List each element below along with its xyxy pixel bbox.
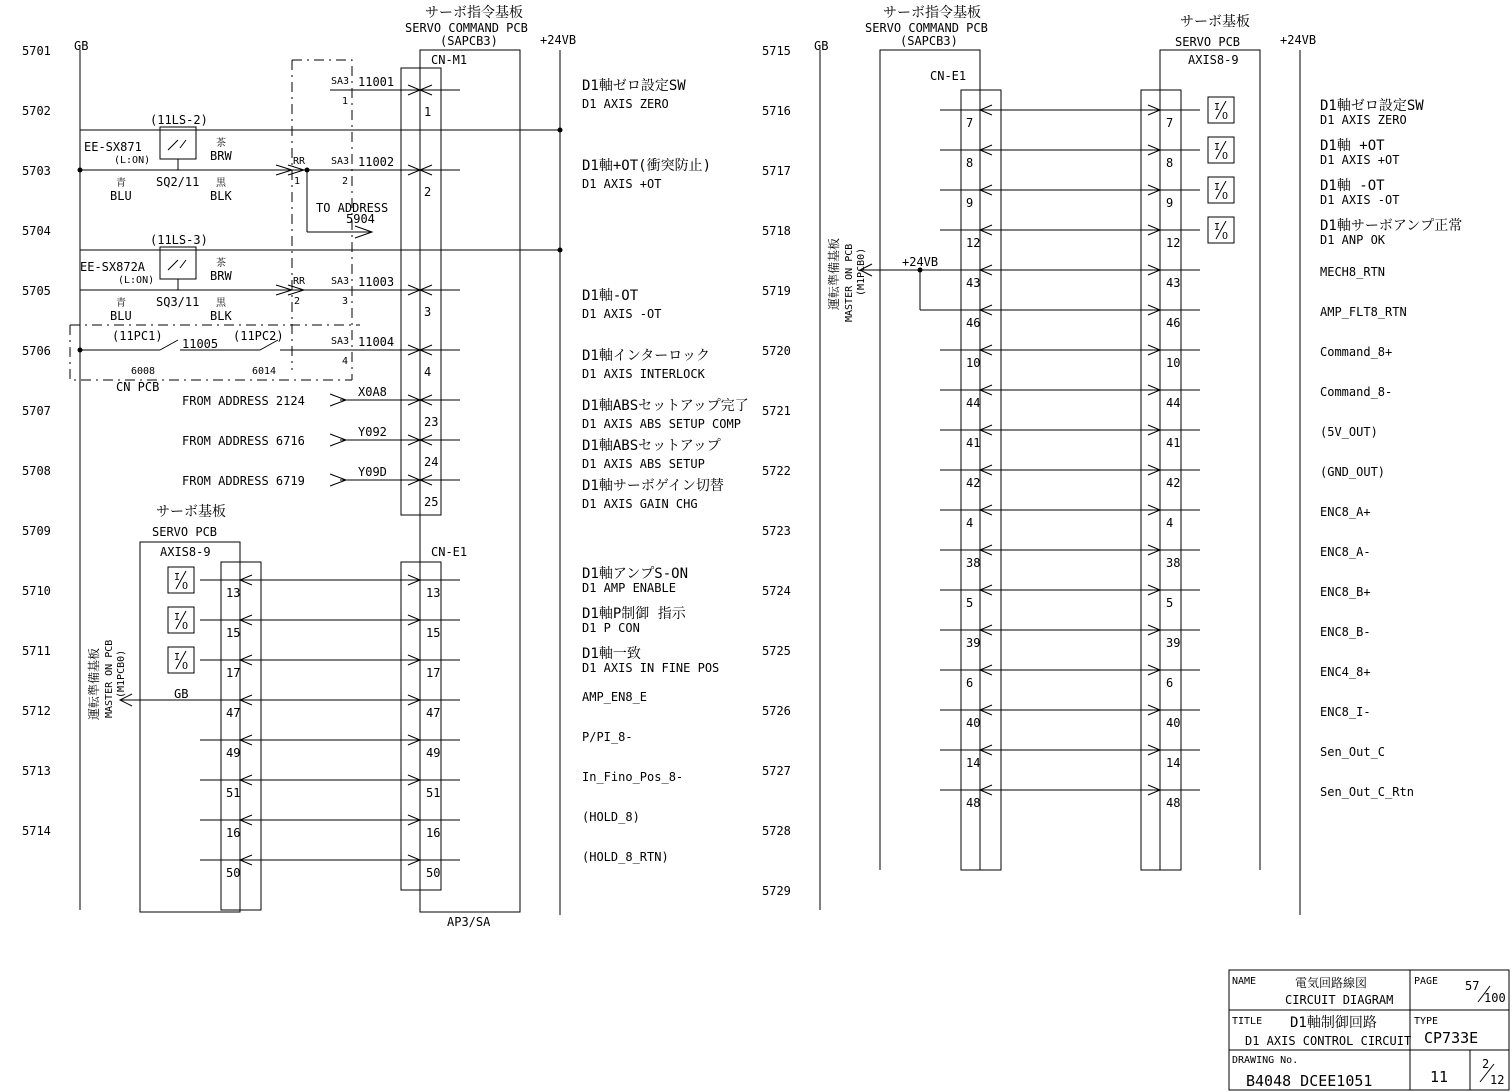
tb-drawing-label: DRAWING No. xyxy=(1232,1055,1299,1066)
sensor1-sq: SQ2/11 xyxy=(156,175,200,189)
tb-6008: 6008 xyxy=(131,366,156,377)
sensor2-black-jp: 黒 xyxy=(216,298,226,309)
m1-pin: 25 xyxy=(424,495,439,509)
e1-left-pin-servo: 15 xyxy=(226,626,241,640)
left-master-id: (M1PCB0) xyxy=(116,649,127,698)
e1-left-pin-servo: 50 xyxy=(226,866,241,880)
m1-wire: Y09D xyxy=(358,465,387,479)
address-right: 5723 xyxy=(762,524,791,538)
tb-rev: 11 xyxy=(1430,1068,1449,1086)
address-left: 5701 xyxy=(22,44,51,58)
address-right: 5718 xyxy=(762,224,791,238)
m1-signal-en: D1 AXIS ABS SETUP COMP xyxy=(582,417,741,431)
from-address-3: FROM ADDRESS 6719 xyxy=(182,474,305,488)
right-servo-axis: AXIS8-9 xyxy=(1188,53,1239,67)
e1-left-signal-en: D1 AXIS IN FINE POS xyxy=(582,661,720,675)
left-bottom-label: AP3/SA xyxy=(447,915,491,929)
e1-right-pin-cmd: 10 xyxy=(966,356,981,370)
address-left: 5704 xyxy=(22,224,51,238)
e1-right-signal-en: ENC8_A+ xyxy=(1320,505,1371,519)
e1-left-signal-en: (HOLD_8_RTN) xyxy=(582,850,669,864)
e1-left-signal-en: P/PI_8- xyxy=(582,730,633,744)
m1-pin: 24 xyxy=(424,455,439,469)
e1-right-signal-en: ENC4_8+ xyxy=(1320,665,1371,679)
m1-wire: 11001 xyxy=(358,75,395,89)
left-pcb-id: (SAPCB3) xyxy=(440,34,498,48)
m1-signal-jp: D1軸ゼロ設定SW xyxy=(582,78,686,94)
right-pcb-title-jp: サーボ指令基板 xyxy=(883,5,981,21)
e1-left-pin-cmd: 15 xyxy=(426,626,441,640)
e1-right-pin-cmd: 14 xyxy=(966,756,981,770)
sensor2-ref: (11LS-3) xyxy=(150,233,208,247)
left-master-jp: 運転準備基板 xyxy=(87,647,101,720)
e1-right-signal-en: D1 ANP OK xyxy=(1320,233,1386,247)
svg-text:O: O xyxy=(1222,191,1229,202)
e1-left-signal-en: D1 AMP ENABLE xyxy=(582,581,676,595)
tb-type-label: TYPE xyxy=(1414,1016,1439,1027)
m1-pin: 23 xyxy=(424,415,439,429)
e1-right-signal-en: AMP_FLT8_RTN xyxy=(1320,305,1407,319)
m1-signal-jp: D1軸インターロック xyxy=(582,348,711,364)
e1-right-signal-en: D1 AXIS +OT xyxy=(1320,153,1400,167)
tb-page-total: 100 xyxy=(1484,991,1506,1005)
e1-right-pin-servo: 43 xyxy=(1166,276,1181,290)
right-master-id: (M1PCB0) xyxy=(856,247,867,296)
m1-pin: 2 xyxy=(424,185,432,199)
sa3-2: SA3 xyxy=(331,156,350,167)
svg-text:I: I xyxy=(1214,102,1221,113)
svg-text:I: I xyxy=(174,612,181,623)
e1-left-pin-cmd: 50 xyxy=(426,866,441,880)
sensor2-model: EE-SX872A xyxy=(80,260,146,274)
m1-wire: Y092 xyxy=(358,425,387,439)
left-connector-m1: CN-M1 xyxy=(431,53,468,67)
e1-left-pin-cmd: 51 xyxy=(426,786,441,800)
m1-signal-en: D1 AXIS +OT xyxy=(582,177,662,191)
io-icon xyxy=(1208,217,1234,243)
left-gb: GB xyxy=(74,39,89,53)
e1-right-pin-servo: 9 xyxy=(1166,196,1174,210)
sa3-term-3: 3 xyxy=(342,296,349,307)
right-rail-24vb: +24VB xyxy=(1280,33,1317,47)
e1-right-pin-servo: 6 xyxy=(1166,676,1174,690)
e1-right-pin-cmd: 48 xyxy=(966,796,981,810)
right-plus24: +24VB xyxy=(902,255,939,269)
right-master-en: MASTER ON PCB xyxy=(844,243,855,322)
left-servo-jp: サーボ基板 xyxy=(156,504,226,520)
e1-right-pin-cmd: 40 xyxy=(966,716,981,730)
tb-name-en: CIRCUIT DIAGRAM xyxy=(1285,993,1394,1007)
e1-left-pin-cmd: 16 xyxy=(426,826,441,840)
address-left: 5712 xyxy=(22,704,51,718)
e1-left-signal-jp: D1軸アンプS-ON xyxy=(582,566,689,582)
address-left: 5706 xyxy=(22,344,51,358)
m1-signal-jp: D1軸サーボゲイン切替 xyxy=(582,478,724,494)
e1-right-pin-servo: 14 xyxy=(1166,756,1181,770)
svg-text:I: I xyxy=(174,652,181,663)
e1-right-signal-en: Command_8+ xyxy=(1320,345,1393,359)
sensor1-blue-en: BLU xyxy=(110,189,132,203)
right-structure xyxy=(820,50,1300,915)
e1-right-signal-jp: D1軸サーボアンプ正常 xyxy=(1320,218,1463,234)
e1-right-pin-servo: 8 xyxy=(1166,156,1174,170)
e1-right-pin-servo: 5 xyxy=(1166,596,1174,610)
sensor2-brown-jp: 茶 xyxy=(216,258,226,269)
pc2-label: (11PC2) xyxy=(233,329,284,343)
address-right: 5726 xyxy=(762,704,791,718)
rr-term-2: 2 xyxy=(294,296,301,307)
left-structure xyxy=(70,50,563,915)
sa3-term-2: 2 xyxy=(342,176,349,187)
e1-right-signal-en: ENC8_B- xyxy=(1320,625,1371,639)
e1-left-pin-cmd: 49 xyxy=(426,746,441,760)
sensor1-brown-jp: 茶 xyxy=(216,138,226,149)
e1-right-pin-servo: 42 xyxy=(1166,476,1181,490)
svg-text:O: O xyxy=(1222,151,1229,162)
tb-type-value: CP733E xyxy=(1424,1029,1479,1047)
sensor1-mode: (L:ON) xyxy=(114,155,151,166)
e1-right-pin-cmd: 44 xyxy=(966,396,981,410)
e1-right-signal-jp: D1軸 -OT xyxy=(1320,178,1385,194)
address-right: 5721 xyxy=(762,404,791,418)
e1-right-pin-cmd: 5 xyxy=(966,596,974,610)
tb-sheet-total: 12 xyxy=(1490,1073,1505,1087)
sa3-3: SA3 xyxy=(331,276,350,287)
sensor2-mode: (L:ON) xyxy=(118,275,155,286)
address-right: 5716 xyxy=(762,104,791,118)
svg-text:O: O xyxy=(182,661,189,672)
address-left: 5703 xyxy=(22,164,51,178)
address-left: 5705 xyxy=(22,284,51,298)
e1-left-pin-servo: 47 xyxy=(226,706,241,720)
e1-right-pin-cmd: 38 xyxy=(966,556,981,570)
e1-right-pin-cmd: 12 xyxy=(966,236,981,250)
svg-text:O: O xyxy=(1222,111,1229,122)
m1-pin: 3 xyxy=(424,305,432,319)
left-connector-e1: CN-E1 xyxy=(431,545,468,559)
io-icon xyxy=(1208,137,1234,163)
e1-right-pin-cmd: 46 xyxy=(966,316,981,330)
tb-title-label: TITLE xyxy=(1232,1016,1263,1027)
m1-wire: X0A8 xyxy=(358,385,387,399)
sensor2-blue-jp: 青 xyxy=(116,298,126,309)
e1-left-signal-jp: D1軸P制御 指示 xyxy=(582,606,686,622)
pc1-label: (11PC1) xyxy=(112,329,163,343)
sensor1-black-en: BLK xyxy=(210,189,232,203)
e1-right-pin-servo: 48 xyxy=(1166,796,1181,810)
e1-left-pin-cmd: 17 xyxy=(426,666,441,680)
e1-left-pin-servo: 49 xyxy=(226,746,241,760)
e1-right-pin-cmd: 8 xyxy=(966,156,974,170)
svg-text:I: I xyxy=(1214,142,1221,153)
address-left: 5714 xyxy=(22,824,51,838)
e1-right-signal-en: (GND_OUT) xyxy=(1320,465,1386,479)
e1-right-signal-jp: D1軸ゼロ設定SW xyxy=(1320,98,1424,114)
e1-right-signal-en: D1 AXIS ZERO xyxy=(1320,113,1407,127)
e1-right-pin-servo: 10 xyxy=(1166,356,1181,370)
tb-name-jp: 電気回路線図 xyxy=(1295,976,1368,990)
io-icon xyxy=(168,647,194,673)
e1-left-pin-cmd: 47 xyxy=(426,706,441,720)
tb-page-label: PAGE xyxy=(1414,976,1439,987)
sensor1-blue-jp: 青 xyxy=(116,178,126,189)
sensor2-black-en: BLK xyxy=(210,309,232,323)
e1-left-pin-cmd: 13 xyxy=(426,586,441,600)
e1-right-pin-servo: 12 xyxy=(1166,236,1181,250)
address-left: 5702 xyxy=(22,104,51,118)
rr-label-1: RR xyxy=(293,156,306,167)
m1-wire: 11003 xyxy=(358,275,395,289)
e1-right-pin-servo: 39 xyxy=(1166,636,1181,650)
m1-signal-en: D1 AXIS ABS SETUP xyxy=(582,457,705,471)
svg-text:I: I xyxy=(1214,182,1221,193)
sensor1-model: EE-SX871 xyxy=(84,140,142,154)
e1-right-pin-cmd: 43 xyxy=(966,276,981,290)
e1-left-pin-servo: 13 xyxy=(226,586,241,600)
m1-pin: 4 xyxy=(424,365,432,379)
tb-page-num: 57 xyxy=(1465,979,1480,993)
e1-right-signal-en: ENC8_I- xyxy=(1320,705,1371,719)
right-servo-jp: サーボ基板 xyxy=(1180,14,1250,30)
svg-text:I: I xyxy=(1214,222,1221,233)
tb-drawing-no: B4048 DCEE1051 xyxy=(1246,1072,1373,1090)
m1-signal-jp: D1軸ABSセットアップ xyxy=(582,438,721,454)
e1-right-signal-en: MECH8_RTN xyxy=(1320,265,1386,279)
right-master-jp: 運転準備基板 xyxy=(827,237,841,310)
left-master-en: MASTER ON PCB xyxy=(104,639,115,718)
left-servo-axis: AXIS8-9 xyxy=(160,545,211,559)
e1-left-signal-en: D1 P CON xyxy=(582,621,640,635)
address-left: 5709 xyxy=(22,524,51,538)
right-gb: GB xyxy=(814,39,829,53)
tb-title-jp: D1軸制御回路 xyxy=(1290,1015,1377,1031)
address-right: 5717 xyxy=(762,164,791,178)
right-servo-en: SERVO PCB xyxy=(1175,35,1241,49)
e1-left-signal-jp: D1軸一致 xyxy=(582,646,641,662)
e1-right-pin-cmd: 39 xyxy=(966,636,981,650)
from-address-2: FROM ADDRESS 6716 xyxy=(182,434,305,448)
io-icon xyxy=(168,567,194,593)
rr-term-1: 1 xyxy=(294,176,301,187)
address-right: 5728 xyxy=(762,824,791,838)
svg-text:O: O xyxy=(182,581,189,592)
right-pcb-id: (SAPCB3) xyxy=(900,34,958,48)
e1-left-signal-en: (HOLD_8) xyxy=(582,810,640,824)
m1-signal-en: D1 AXIS GAIN CHG xyxy=(582,497,698,511)
e1-right-pin-cmd: 6 xyxy=(966,676,974,690)
e1-right-signal-en: ENC8_A- xyxy=(1320,545,1371,559)
sa3-term-1: 1 xyxy=(342,96,349,107)
address-left: 5711 xyxy=(22,644,51,658)
address-right: 5715 xyxy=(762,44,791,58)
to-address-num: 5904 xyxy=(346,212,375,226)
tb-title-en: D1 AXIS CONTROL CIRCUIT xyxy=(1245,1034,1412,1048)
m1-signal-en: D1 AXIS -OT xyxy=(582,307,662,321)
right-connector: CN-E1 xyxy=(930,69,967,83)
right-pcb-title-en: SERVO COMMAND PCB xyxy=(865,21,988,35)
sensor1-black-jp: 黒 xyxy=(216,178,226,189)
e1-right-pin-servo: 44 xyxy=(1166,396,1181,410)
svg-text:O: O xyxy=(1222,231,1229,242)
sensor2-blue-en: BLU xyxy=(110,309,132,323)
address-right: 5725 xyxy=(762,644,791,658)
e1-right-pin-servo: 38 xyxy=(1166,556,1181,570)
m1-signal-jp: D1軸+OT(衝突防止) xyxy=(582,158,712,174)
e1-right-pin-servo: 7 xyxy=(1166,116,1174,130)
io-icon xyxy=(1208,97,1234,123)
cn-pcb-label: CN PCB xyxy=(116,380,160,394)
e1-left-pin-servo: 16 xyxy=(226,826,241,840)
m1-signal-en: D1 AXIS ZERO xyxy=(582,97,669,111)
m1-signal-jp: D1軸ABSセットアップ完了 xyxy=(582,398,749,414)
e1-left-pin-servo: 17 xyxy=(226,666,241,680)
svg-text:I: I xyxy=(174,572,181,583)
e1-right-pin-servo: 4 xyxy=(1166,516,1174,530)
e1-right-pin-servo: 41 xyxy=(1166,436,1181,450)
e1-left-signal-en: In_Fino_Pos_8- xyxy=(582,770,684,784)
address-left: 5708 xyxy=(22,464,51,478)
address-right: 5724 xyxy=(762,584,791,598)
rr-label-2: RR xyxy=(293,276,306,287)
left-rail-24vb: +24VB xyxy=(540,33,577,47)
sensor1-brown-en: BRW xyxy=(210,149,232,163)
address-left: 5707 xyxy=(22,404,51,418)
io-icon xyxy=(1208,177,1234,203)
e1-right-pin-cmd: 4 xyxy=(966,516,974,530)
m1-wire: 11004 xyxy=(358,335,395,349)
wire-11005: 11005 xyxy=(182,337,219,351)
tb-sheet-num: 2 xyxy=(1482,1057,1490,1071)
address-right: 5722 xyxy=(762,464,791,478)
m1-wire: 11002 xyxy=(358,155,395,169)
e1-right-pin-servo: 46 xyxy=(1166,316,1181,330)
e1-left-signal-en: AMP_EN8_E xyxy=(582,690,648,704)
e1-right-signal-jp: D1軸 +OT xyxy=(1320,138,1385,154)
to-address: TO ADDRESS xyxy=(316,201,389,215)
e1-left-pin-servo: 51 xyxy=(226,786,241,800)
address-right: 5720 xyxy=(762,344,791,358)
left-servo-en: SERVO PCB xyxy=(152,525,218,539)
address-right: 5719 xyxy=(762,284,791,298)
sensor2-brown-en: BRW xyxy=(210,269,232,283)
from-address-1: FROM ADDRESS 2124 xyxy=(182,394,305,408)
tb-name-label: NAME xyxy=(1232,976,1257,987)
left-pcb-title-en: SERVO COMMAND PCB xyxy=(405,21,528,35)
e1-right-signal-en: Command_8- xyxy=(1320,385,1393,399)
sensor2-sq: SQ3/11 xyxy=(156,295,200,309)
e1-right-signal-en: ENC8_B+ xyxy=(1320,585,1371,599)
svg-text:O: O xyxy=(182,621,189,632)
m1-signal-jp: D1軸-OT xyxy=(582,288,639,304)
io-icon xyxy=(168,607,194,633)
e1-right-pin-servo: 40 xyxy=(1166,716,1181,730)
left-gb2: GB xyxy=(174,687,189,701)
e1-right-signal-en: D1 AXIS -OT xyxy=(1320,193,1400,207)
m1-pin: 1 xyxy=(424,105,432,119)
sa3-term-4: 4 xyxy=(342,356,349,367)
e1-right-signal-en: (5V_OUT) xyxy=(1320,425,1378,439)
sensor1-ref: (11LS-2) xyxy=(150,113,208,127)
tb-6014: 6014 xyxy=(252,366,277,377)
address-left: 5713 xyxy=(22,764,51,778)
sa3-1: SA3 xyxy=(331,76,350,87)
left-pcb-title-jp: サーボ指令基板 xyxy=(425,5,523,21)
e1-right-pin-cmd: 9 xyxy=(966,196,974,210)
address-right: 5729 xyxy=(762,884,791,898)
e1-right-pin-cmd: 41 xyxy=(966,436,981,450)
m1-signal-en: D1 AXIS INTERLOCK xyxy=(582,367,705,381)
sa3-4: SA3 xyxy=(331,336,350,347)
e1-right-pin-cmd: 42 xyxy=(966,476,981,490)
e1-right-pin-cmd: 7 xyxy=(966,116,974,130)
e1-right-signal-en: Sen_Out_C_Rtn xyxy=(1320,785,1414,799)
address-left: 5710 xyxy=(22,584,51,598)
address-right: 5727 xyxy=(762,764,791,778)
e1-right-signal-en: Sen_Out_C xyxy=(1320,745,1386,759)
